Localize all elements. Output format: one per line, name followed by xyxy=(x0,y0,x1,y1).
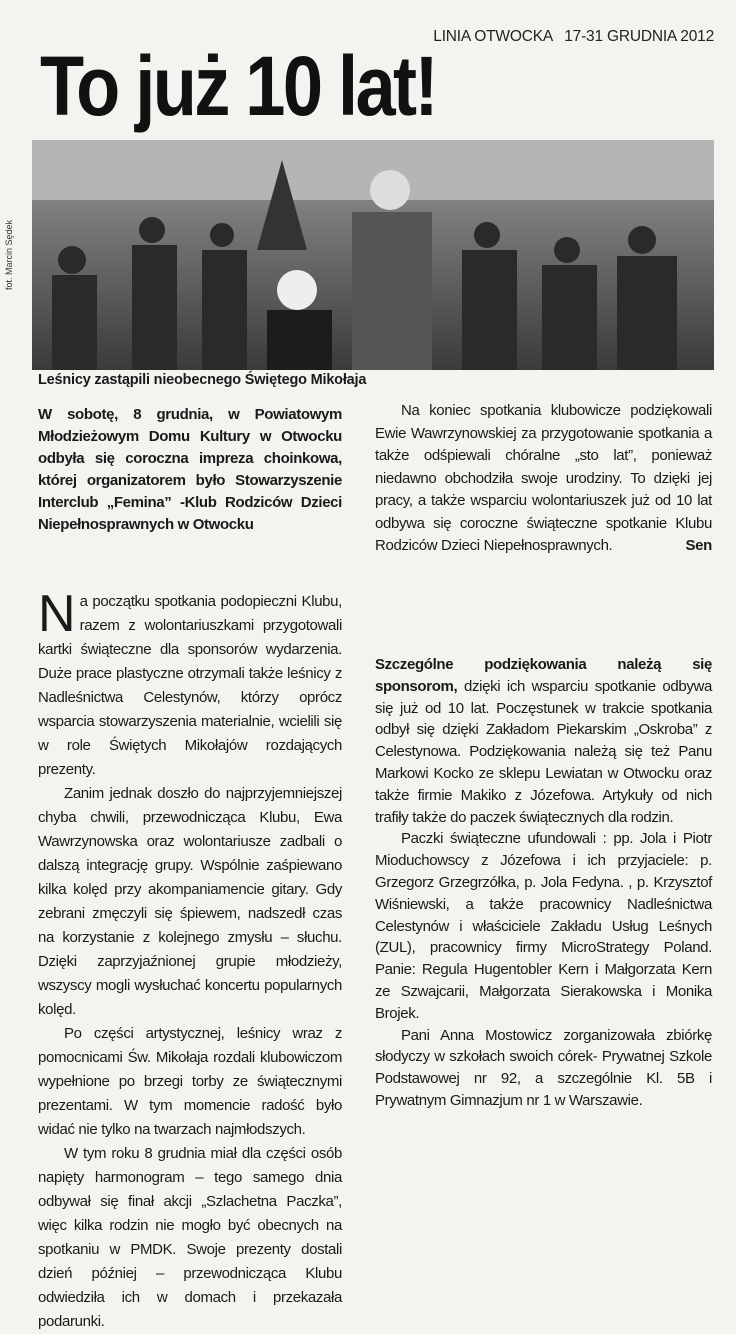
paragraph-text: Na koniec spotkania klubowicze podziękowali Ewie Wawrzynowskiej za przygotowanie spotkania a także odśpiewali chóralne „sto lat”, ponieważ niedawno obchodziła swoje urodziny. To dzięki jej pracy, a także wsparciu wolontariuszek już od 10 lat odbywa się coroczne świąteczne spotkanie Klubu Rodziców Dzieci Niepełnosprawnych. xyxy=(375,402,712,554)
page-header xyxy=(425,28,714,46)
photo-credit: fot. Marcin Sędek xyxy=(4,219,14,290)
paragraph-text: dzięki ich wsparciu spotkanie odbywa się już od 10 lat. Poczęstunek w trakcie spotkania odbył się dzięki Zakładom Piekarskim „Oskroba” z Celestynowa. Podziękowania należą się też Panu Markowi Kocko ze sklepu Lewiatan w Otwocku oraz także firmie Makiko z Józefowa. Artykuły od nich trafiły także do paczek świątecznych dla rodzin. xyxy=(375,677,712,826)
thanks-heading: Szczególne podziękowania należą się sponsorom, xyxy=(375,656,712,695)
left-column xyxy=(38,585,342,1334)
publication-name: LINIA OTWOCKA xyxy=(433,28,553,45)
article-photo xyxy=(32,140,714,370)
paragraph: Po części artystycznej, leśnicy wraz z pomocnicami Św. Mikołaja rozdali klubowiczom wypełnione po brzegi torby ze świątecznymi prezentami. W tym momencie radość było widać nie tylko na twarzach najmłodszych. xyxy=(38,1025,342,1138)
paragraph-text: a początku spotkania podopieczni Klubu, razem z wolontariuszkami przygotowali kartki świąteczne dla sponsorów wydarzenia. Duże prace plastyczne otrzymali także leśnicy z Nadleśnictwa Celestynów, którzy oprócz wsparcia stowarzyszenia materialnie, wcielili się w role Świętych Mikołajów rozdających prezenty. xyxy=(38,593,342,778)
paragraph: Zanim jednak doszło do najprzyjemniejszej chyba chwili, przewodnicząca Klubu, Ewa Wawrzynowska oraz wolontariusze zadbali o dalszą integrację grupy. Wspólnie zaśpiewano kilka kolęd przy akompaniamencie gitary. Gdy zebrani zmęczyli się śpiewem, nadszedł czas na korzystanie z kolejnego zmysłu – słuchu. Dzięki zaprzyjaźnionej grupie młodzieży, wszyscy mogli wysłuchać koncertu popularnych kolęd. xyxy=(38,785,342,1018)
article-title: To już 10 lat! xyxy=(40,39,437,133)
paragraph: W tym roku 8 grudnia miał dla części osób napięty harmonogram – tego samego dnia odbywał się finał akcji „Szlachetna Paczka”, więc kilka rodzin nie mogło być obecnych na spotkaniu w PMDK. Swoje prezenty dostali dzień później – przewodnicząca Klubu odwiedziła ich w domach i przekazała podarunki. xyxy=(38,1145,342,1330)
paragraph: Paczki świąteczne ufundowali : pp. Jola i Piotr Mioduchowscy z Józefowa i ich przyjaciele: p. Grzegorz Grzegrzółka, p. Jola Fedyna. , p. Krzysztof Wiśniewski, a także pracownicy Nadleśnictwa Celestynów i właściciele Zakładu Usług Leśnych (ZUL), pracownicy firmy MicroStrategy Poland. Panie: Regula Hugentobler Kern i Małgorzata Kern ze Szwajcarii, Małgorzata Sierakowska i Monika Brojek. xyxy=(375,830,712,1022)
photo-caption: Leśnicy zastąpili nieobecnego Świętego Mikołaja xyxy=(38,372,367,388)
paragraph xyxy=(375,654,712,828)
right-column-top xyxy=(375,400,712,558)
author-signature: Sen xyxy=(685,537,712,554)
paragraph: Pani Anna Mostowicz zorganizowała zbiórkę słodyczy w szkołach swoich córek- Prywatnej Szkole Podstawowej nr 92, a szczególnie Kl. 5B i Prywatnym Gimnazjum nr 1 w Warszawie. xyxy=(375,1026,712,1109)
issue-date: 17-31 GRUDNIA 2012 xyxy=(564,28,714,45)
paragraph xyxy=(38,585,342,782)
sponsors-box xyxy=(375,654,712,1112)
article-lead: W sobotę, 8 grudnia, w Powiatowym Młodzieżowym Domu Kultury w Otwocku odbyła się coroczna impreza choinkowa, której organizatorem było Stowarzyszenie Interclub „Femina” -Klub Rodziców Dzieci Niepełnosprawnych w Otwocku xyxy=(38,406,342,533)
paragraph xyxy=(375,400,712,558)
drop-cap: N xyxy=(38,585,76,643)
